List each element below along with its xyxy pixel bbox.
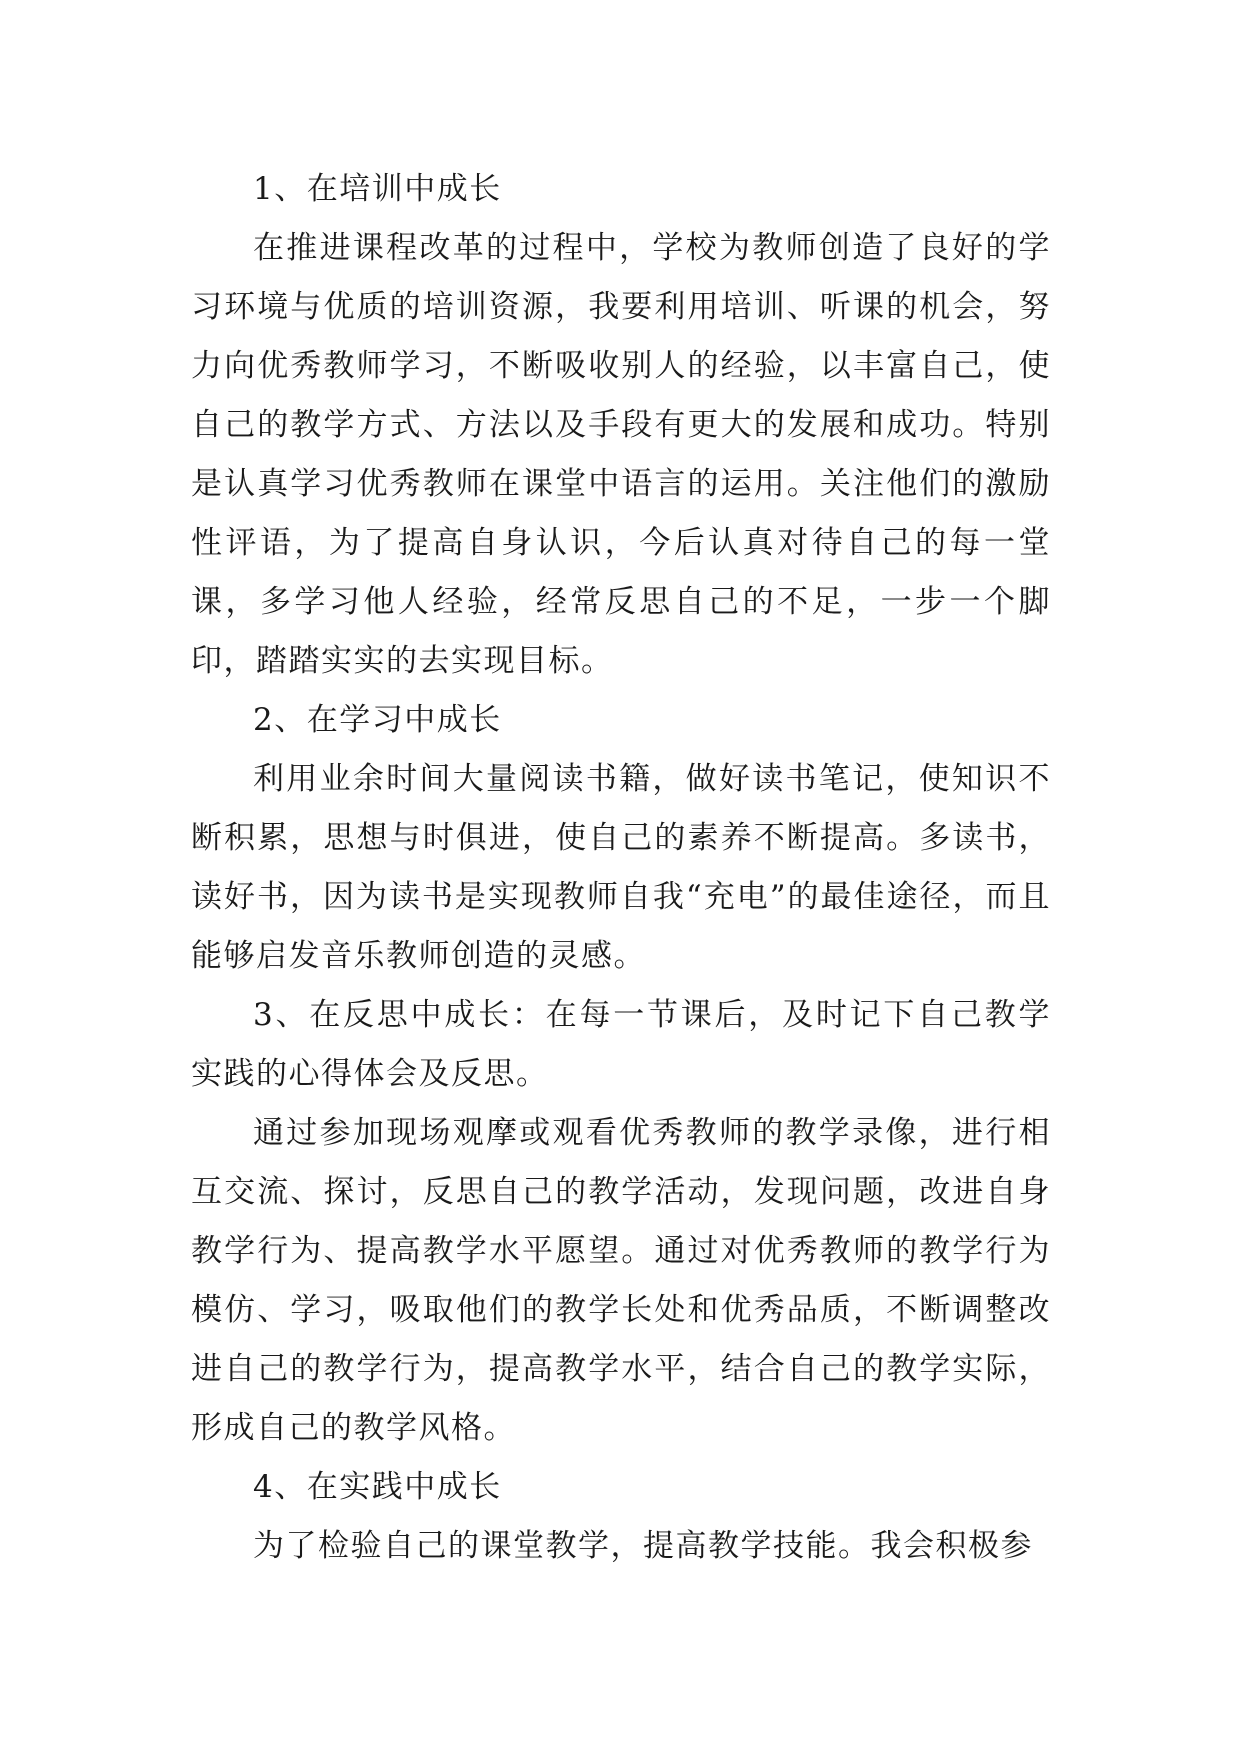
section-heading-learning: 2、在学习中成长 xyxy=(253,702,502,738)
paragraph-training: 在推进课程改革的过程中，学校为教师创造了良好的学习环境与优质的培训资源，我要利用培训、听课的机会，努力向优秀教师学习，不断吸收别人的经验，以丰富自己，使自己的教学方式、方法以及手段有更大的发展和成功。特别是认真学习优秀教师在课堂中语言的运用。关注他们的激励性评语，为了提高自身认识，今后认真对待自己的每一堂课，多学习他人经验，经常反思自己的不足，一步一个脚印，踏踏实实的去实现目标。 xyxy=(191,230,1051,679)
paragraph-learning: 利用业余时间大量阅读书籍，做好读书笔记，使知识不断积累，思想与时俱进，使自己的素养不断提高。多读书，读好书，因为读书是实现教师自我“充电”的最佳途径，而且能够启发音乐教师创造的灵感。 xyxy=(191,761,1051,974)
section-heading-practice: 4、在实践中成长 xyxy=(253,1469,502,1505)
section-heading-training: 1、在培训中成长 xyxy=(253,171,502,207)
paragraph-practice: 为了检验自己的课堂教学，提高教学技能。我会积极参 xyxy=(253,1528,1033,1564)
section-heading-reflection: 3、在反思中成长：在每一节课后，及时记下自己教学实践的心得体会及反思。 xyxy=(191,997,1051,1092)
document-body xyxy=(191,160,1051,1576)
paragraph-reflection: 通过参加现场观摩或观看优秀教师的教学录像，进行相互交流、探讨，反思自己的教学活动，发现问题，改进自身教学行为、提高教学水平愿望。通过对优秀教师的教学行为模仿、学习，吸取他们的教学长处和优秀品质，不断调整改进自己的教学行为，提高教学水平，结合自己的教学实际，形成自己的教学风格。 xyxy=(191,1115,1051,1446)
